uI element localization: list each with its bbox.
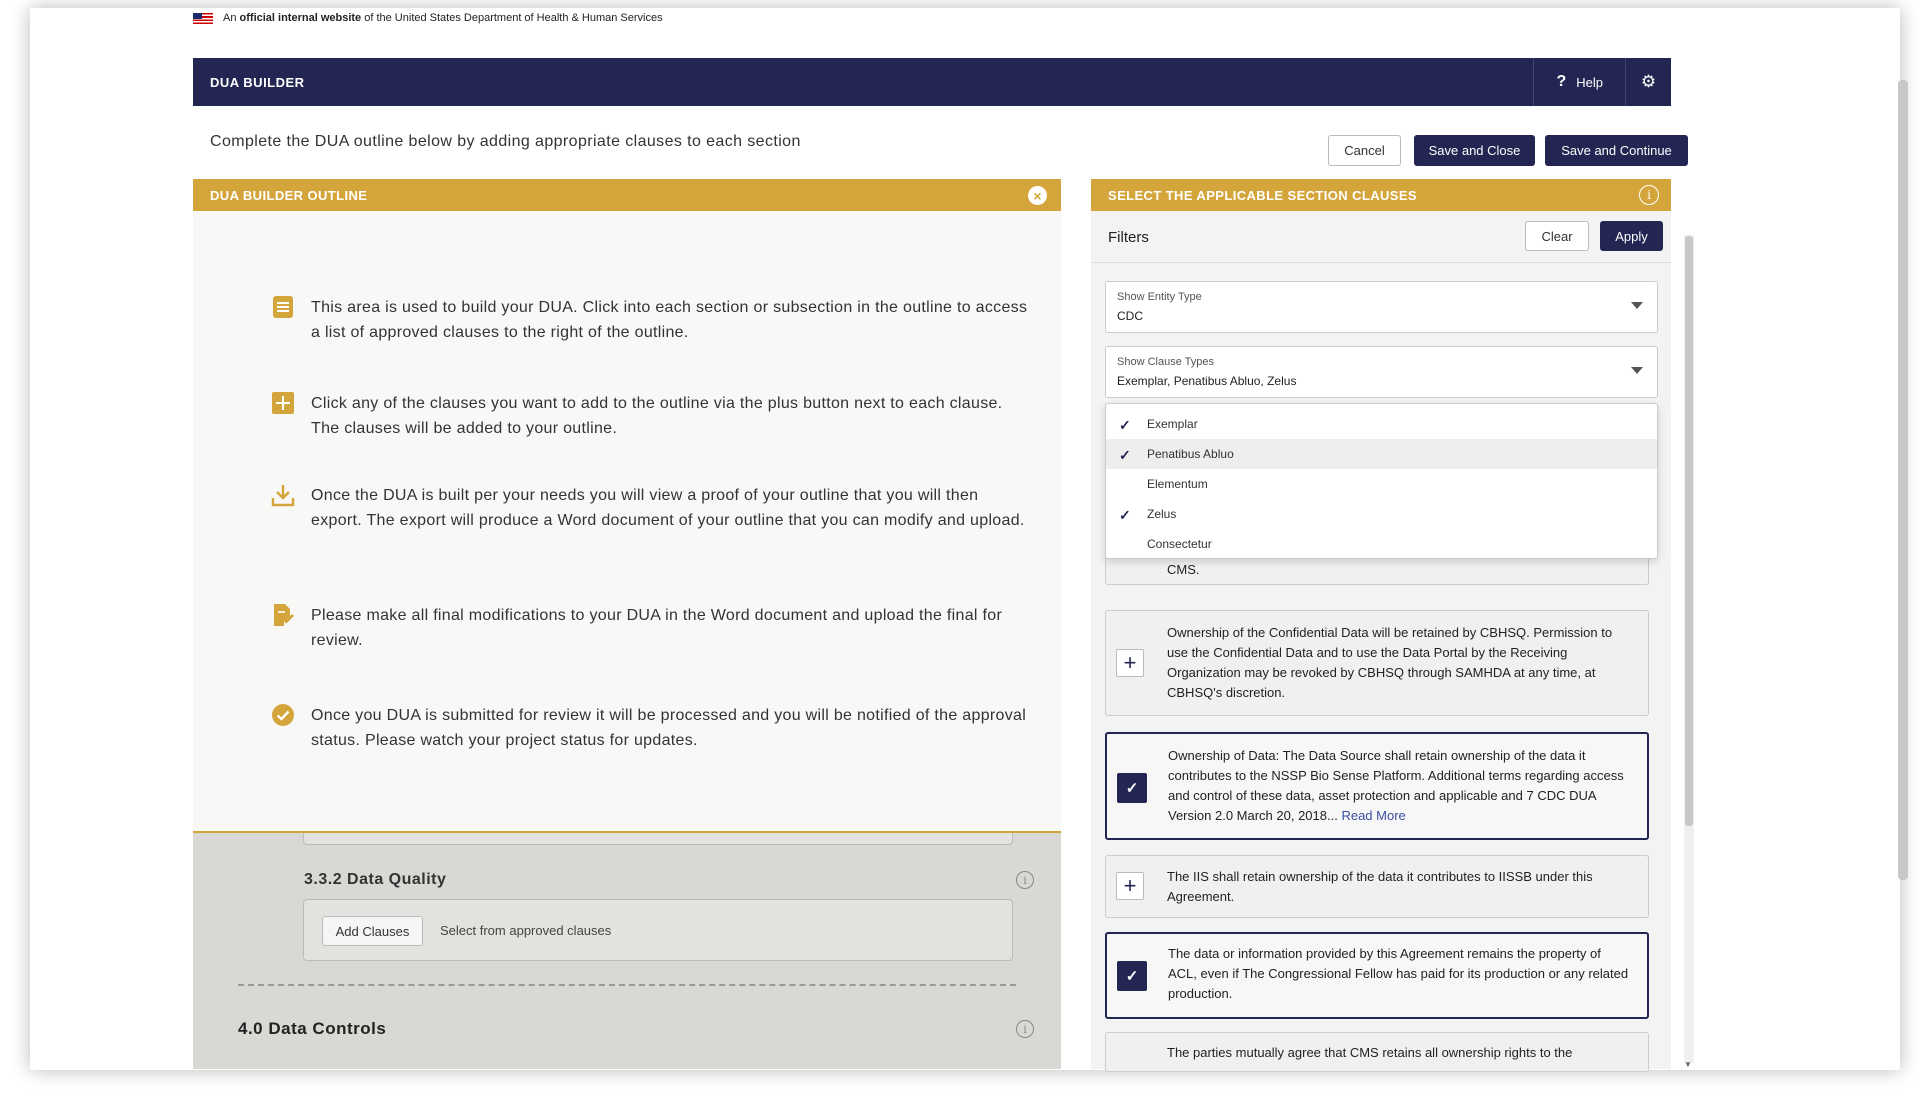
entity-type-value: CDC — [1117, 309, 1143, 323]
clear-filters-button[interactable]: Clear — [1525, 221, 1589, 251]
entity-type-label: Show Entity Type — [1117, 291, 1202, 303]
check-icon[interactable]: ✓ — [1117, 773, 1147, 803]
check-icon: ✓ — [1119, 417, 1131, 433]
instruction-item — [271, 703, 1051, 753]
clause-text: The parties mutually agree that CMS retains all ownership rights to the — [1167, 1045, 1573, 1060]
clauses-panel-header — [1091, 179, 1671, 211]
instruction-text: Once the DUA is built per your needs you will view a proof of your outline that you will then export. The export will produce a Word document of your outline that you can modify and upload. — [311, 487, 1025, 529]
dropdown-option[interactable] — [1106, 529, 1657, 559]
clause-types-select[interactable] — [1105, 346, 1658, 398]
page-scrollbar[interactable] — [1898, 80, 1908, 880]
check-circle-icon — [271, 703, 295, 727]
check-icon: ✓ — [1119, 507, 1131, 523]
instruction-item — [271, 391, 1031, 441]
clause-card — [1105, 610, 1649, 716]
clauses-scrollbar-thumb[interactable] — [1685, 236, 1693, 826]
gov-banner — [30, 8, 1900, 28]
dropdown-option-label: Consectetur — [1147, 537, 1212, 551]
dropdown-option[interactable] — [1106, 469, 1657, 499]
gear-icon[interactable]: ⚙ — [1625, 58, 1671, 106]
subsection-clause-box — [303, 899, 1013, 961]
dropdown-option[interactable] — [1106, 439, 1657, 469]
close-icon[interactable]: × — [1028, 186, 1047, 205]
instruction-text: Please make all final modifications to your DUA in the Word document and upload the final for review. — [311, 607, 1003, 649]
clause-card — [1105, 855, 1649, 918]
clause-types-value: Exemplar, Penatibus Abluo, Zelus — [1117, 374, 1297, 388]
us-flag-icon — [193, 13, 213, 24]
app-title: DUA BUILDER — [210, 74, 305, 90]
filters-bar — [1091, 211, 1671, 263]
instruction-item — [271, 603, 1031, 653]
chevron-down-icon — [1631, 367, 1643, 374]
clause-types-dropdown — [1105, 403, 1658, 559]
clause-text: Ownership of the Confidential Data will be retained by CBHSQ. Permission to use the Confidential Data and to use the Data Portal by the Receiving Organization may be revoked by CBHSQ through SAMHDA at any time, at CBHSQ's discretion. — [1167, 625, 1613, 700]
clause-text: The IIS shall retain ownership of the data it contributes to IISSB under this Agreement. — [1167, 869, 1593, 904]
outline-panel-title: DUA BUILDER OUTLINE — [210, 187, 368, 203]
help-label: Help — [1576, 74, 1603, 90]
cancel-button[interactable]: Cancel — [1328, 135, 1401, 166]
gov-banner-text: An official internal website of the United States Department of Health & Human Services — [223, 12, 663, 24]
add-clause-button[interactable]: + — [1116, 649, 1144, 677]
check-icon: ✓ — [1119, 447, 1131, 463]
info-icon[interactable]: i — [1016, 1020, 1034, 1038]
scroll-down-icon[interactable]: ▼ — [1684, 1060, 1692, 1069]
instruction-item — [271, 483, 1031, 533]
app-header — [193, 58, 1671, 106]
clauses-panel — [1091, 179, 1671, 1069]
download-icon — [271, 483, 295, 507]
clauses-panel-title: SELECT THE APPLICABLE SECTION CLAUSES — [1108, 187, 1418, 203]
add-clauses-button[interactable]: Add Clauses — [322, 916, 423, 946]
instruction-text: Once you DUA is submitted for review it will be processed and you will be notified of the approval status. Please watch your project status for updates. — [311, 707, 1027, 749]
add-clause-button[interactable]: + — [1116, 872, 1144, 900]
add-clauses-hint: Select from approved clauses — [440, 923, 612, 938]
dropdown-option[interactable] — [1106, 409, 1657, 439]
clause-types-label: Show Clause Types — [1117, 356, 1215, 368]
instruction-item — [271, 295, 1031, 345]
info-icon[interactable]: i — [1016, 871, 1034, 889]
clause-card — [1105, 1032, 1649, 1072]
read-more-link[interactable]: Read More — [1341, 808, 1406, 823]
instructions-overlay — [193, 211, 1061, 833]
dropdown-option-label: Zelus — [1147, 507, 1177, 521]
info-icon[interactable]: i — [1639, 185, 1659, 205]
instruction-text: Click any of the clauses you want to add to the outline via the plus button next to each clause. The clauses will be added to your outline. — [311, 395, 1003, 437]
dropdown-option[interactable] — [1106, 499, 1657, 529]
apply-filters-button[interactable]: Apply — [1600, 221, 1663, 251]
document-list-icon — [271, 295, 295, 319]
section-title: 4.0 Data Controls — [238, 1019, 387, 1038]
plus-square-icon — [271, 391, 295, 415]
chevron-down-icon — [1631, 302, 1643, 309]
save-and-close-button[interactable]: Save and Close — [1414, 135, 1535, 166]
clause-card-selected — [1105, 732, 1649, 840]
clause-text: The data or information provided by this Agreement remains the property of ACL, even if The Congressional Fellow has paid for its production or any related production. — [1168, 946, 1629, 1001]
instruction-text: This area is used to build your DUA. Click into each section or subsection in the outline to access a list of approved clauses to the right of the outline. — [311, 299, 1028, 341]
check-icon[interactable]: ✓ — [1117, 961, 1147, 991]
save-and-continue-button[interactable]: Save and Continue — [1545, 135, 1688, 166]
help-button[interactable] — [1533, 58, 1625, 106]
clause-card-selected — [1105, 932, 1649, 1019]
outline-panel — [193, 179, 1061, 1069]
entity-type-select[interactable] — [1105, 281, 1658, 333]
subsection-title: 3.3.2 Data Quality — [304, 871, 447, 888]
dropdown-option-label: Penatibus Abluo — [1147, 447, 1234, 461]
section-divider — [238, 984, 1016, 986]
page-subheading: Complete the DUA outline below by adding appropriate clauses to each section — [210, 133, 801, 150]
clause-text: CMS. — [1167, 562, 1200, 577]
outline-panel-header — [193, 179, 1061, 211]
question-icon: ? — [1556, 73, 1567, 90]
dropdown-option-label: Elementum — [1147, 477, 1208, 491]
edit-document-icon — [271, 603, 295, 627]
filters-label: Filters — [1108, 229, 1149, 246]
dropdown-option-label: Exemplar — [1147, 417, 1198, 431]
clause-text: Ownership of Data: The Data Source shall retain ownership of the data it contributes to the NSSP Bio Sense Platform. Additional terms regarding access and control of these data, asset protection and applicable and 7 CDC DUA Version 2.0 March 20, 2018... Read More — [1168, 748, 1624, 823]
